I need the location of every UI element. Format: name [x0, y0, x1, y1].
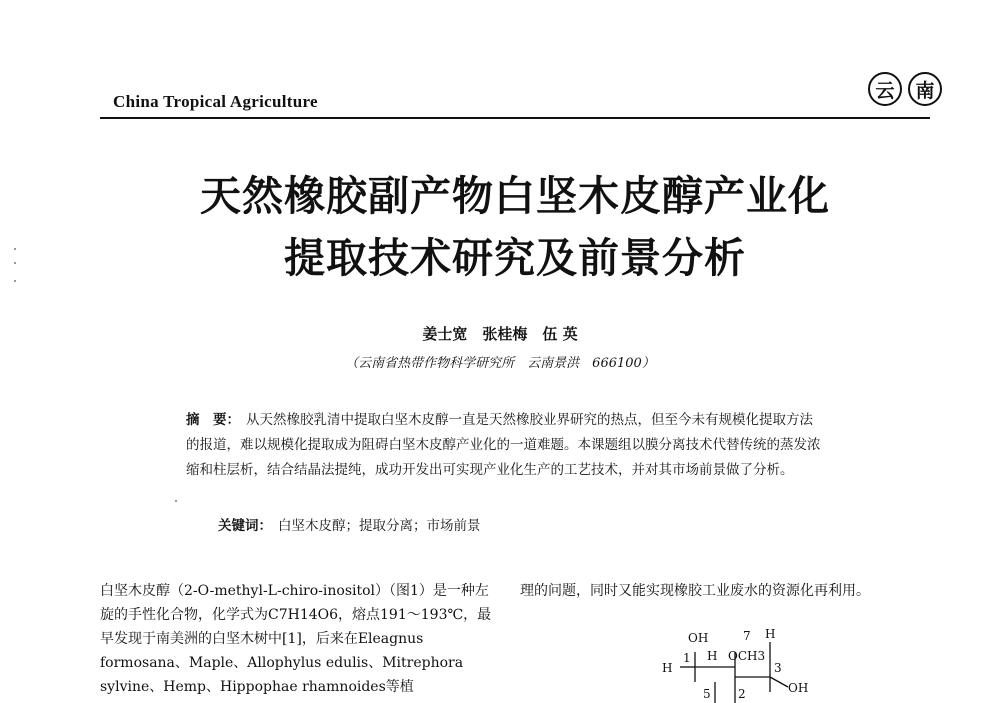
badge-char-2: 南 — [908, 72, 942, 106]
authors: 姜士宽 张桂梅 伍 英 — [422, 325, 578, 343]
mol-label-h-left: H — [662, 661, 673, 675]
margin-dot — [14, 280, 16, 282]
body-left-column: 白坚木皮醇（2-O-methyl-L-chiro-inositol）（图1）是一种左旋的手性化合物，化学式为C7H14O6，熔点191～193℃，最早发现于南美洲的白坚木树中[1]，后来在Eleagnus formosana、Maple、Allophylus edulis、Mitrephora sylvine、Hemp、Hippophae rhamnoides等植 — [100, 583, 492, 695]
journal-name: China Tropical Agriculture — [113, 92, 318, 111]
keywords-text: 白坚木皮醇；提取分离；市场前景 — [278, 518, 481, 534]
mol-label-h-top: H — [765, 627, 776, 641]
keywords — [218, 514, 481, 534]
mol-label-oh-top: OH — [688, 631, 709, 645]
affiliation: （云南省热带作物科学研究所 云南景洪 666100） — [345, 356, 655, 371]
body-right-column: 理的问题，同时又能实现橡胶工业废水的资源化再利用。 — [520, 583, 870, 599]
margin-dot — [175, 500, 177, 502]
abstract — [186, 408, 826, 483]
mol-label-2: 2 — [738, 687, 746, 701]
mol-label-1: 1 — [683, 651, 691, 665]
abstract-text: 从天然橡胶乳清中提取白坚木皮醇一直是天然橡胶业界研究的热点，但至今未有规模化提取方法的报道，难以规模化提取成为阻碍白坚木皮醇产业化的一道难题。本课题组以膜分离技术代替传统的蒸发浓缩和柱层析，结合结晶法提纯，成功开发出可实现产业化生产的工艺技术，并对其市场前景做了分析。 — [186, 412, 821, 478]
keywords-label: 关键词： — [218, 518, 272, 534]
margin-dot — [14, 248, 16, 250]
molecule-structure — [640, 622, 840, 703]
paper-title-line-1: 天然橡胶副产物白坚木皮醇产业化 — [200, 172, 830, 220]
mol-label-5: 5 — [703, 687, 711, 701]
mol-label-oh-right: OH — [788, 681, 809, 695]
mol-label-h-mid: H — [707, 649, 718, 663]
mol-label-7: 7 — [743, 629, 751, 643]
badge-char-1: 云 — [868, 72, 902, 106]
header-rule — [100, 117, 930, 119]
margin-dot — [14, 262, 16, 264]
mol-label-3: 3 — [774, 661, 782, 675]
mol-label-och3: OCH3 — [728, 649, 766, 663]
paper-title-line-2: 提取技术研究及前景分析 — [284, 234, 746, 282]
abstract-label: 摘 要： — [186, 412, 240, 428]
region-badge — [868, 72, 942, 106]
